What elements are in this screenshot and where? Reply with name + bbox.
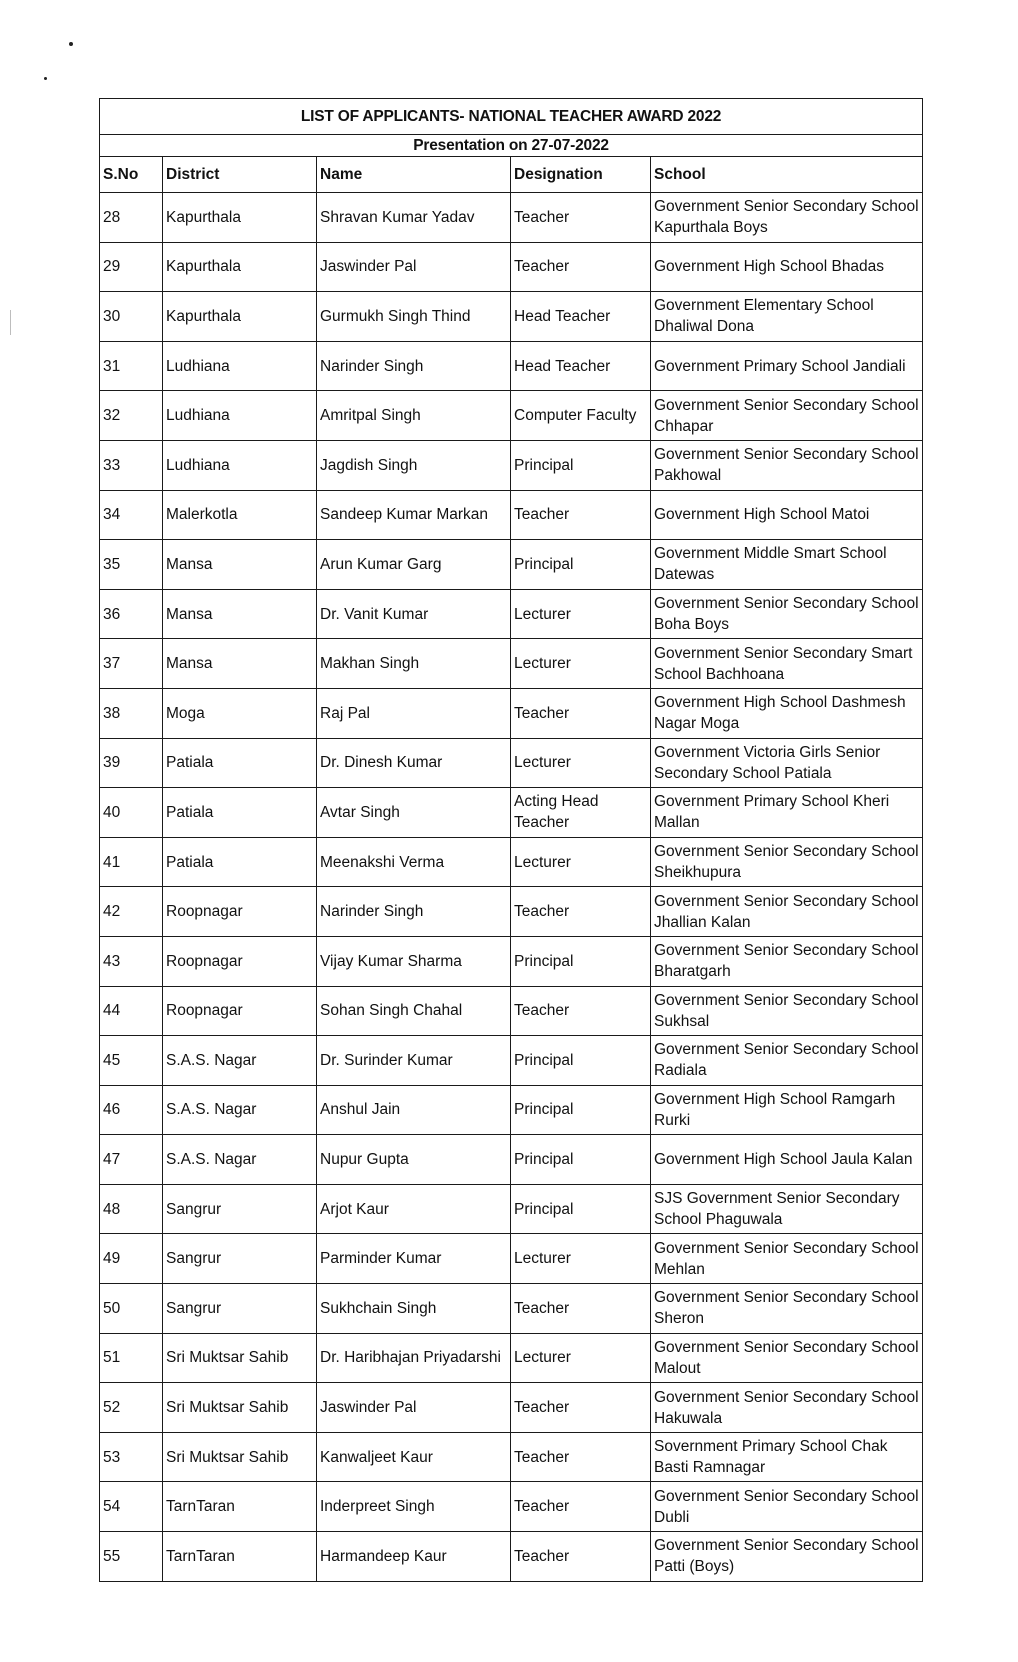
cell-district: Sangrur	[163, 1284, 317, 1334]
cell-district: Sangrur	[163, 1184, 317, 1234]
cell-sno: 43	[100, 936, 163, 986]
cell-district: Sri Muktsar Sahib	[163, 1383, 317, 1433]
table-row	[100, 639, 923, 689]
cell-sno: 53	[100, 1432, 163, 1482]
cell-school: Government Senior Secondary School Chhapar	[651, 391, 923, 441]
cell-designation: Principal	[511, 440, 651, 490]
cell-designation: Principal	[511, 1184, 651, 1234]
cell-designation: Teacher	[511, 1482, 651, 1532]
cell-district: Ludhiana	[163, 391, 317, 441]
cell-name: Kanwaljeet Kaur	[317, 1432, 511, 1482]
cell-sno: 28	[100, 193, 163, 243]
table-row	[100, 193, 923, 243]
cell-district: Roopnagar	[163, 986, 317, 1036]
table-row	[100, 440, 923, 490]
table-row	[100, 1284, 923, 1334]
cell-name: Sohan Singh Chahal	[317, 986, 511, 1036]
table-row	[100, 1036, 923, 1086]
cell-designation: Principal	[511, 1135, 651, 1185]
cell-school: Government Senior Secondary School Patti (Boys)	[651, 1532, 923, 1582]
cell-name: Dr. Surinder Kumar	[317, 1036, 511, 1086]
table-row	[100, 1482, 923, 1532]
cell-school: Government Victoria Girls Senior Secondary School Patiala	[651, 738, 923, 788]
cell-school: Government Primary School Jandiali	[651, 341, 923, 391]
cell-district: Mansa	[163, 639, 317, 689]
cell-designation: Head Teacher	[511, 341, 651, 391]
table-row	[100, 1184, 923, 1234]
cell-district: Patiala	[163, 738, 317, 788]
cell-sno: 38	[100, 688, 163, 738]
cell-name: Inderpreet Singh	[317, 1482, 511, 1532]
cell-school: Government Senior Secondary School Malout	[651, 1333, 923, 1383]
cell-school: Government Senior Secondary School Boha Boys	[651, 589, 923, 639]
cell-sno: 54	[100, 1482, 163, 1532]
cell-school: Government Senior Secondary School Dubli	[651, 1482, 923, 1532]
cell-school: Government Senior Secondary School Hakuwala	[651, 1383, 923, 1433]
cell-district: Ludhiana	[163, 341, 317, 391]
cell-district: Patiala	[163, 837, 317, 887]
column-header-district: District	[163, 157, 317, 193]
table-row	[100, 1234, 923, 1284]
cell-name: Raj Pal	[317, 688, 511, 738]
cell-sno: 46	[100, 1085, 163, 1135]
table-row	[100, 986, 923, 1036]
cell-school: Government Elementary School Dhaliwal Dona	[651, 292, 923, 342]
cell-designation: Lecturer	[511, 1234, 651, 1284]
table-row	[100, 292, 923, 342]
cell-name: Dr. Dinesh Kumar	[317, 738, 511, 788]
cell-district: Sangrur	[163, 1234, 317, 1284]
cell-designation: Lecturer	[511, 639, 651, 689]
cell-name: Shravan Kumar Yadav	[317, 193, 511, 243]
cell-sno: 47	[100, 1135, 163, 1185]
cell-school: Sovernment Primary School Chak Basti Ramnagar	[651, 1432, 923, 1482]
cell-sno: 51	[100, 1333, 163, 1383]
cell-district: TarnTaran	[163, 1482, 317, 1532]
cell-sno: 44	[100, 986, 163, 1036]
cell-school: Government Primary School Kheri Mallan	[651, 788, 923, 838]
cell-designation: Teacher	[511, 688, 651, 738]
cell-name: Sandeep Kumar Markan	[317, 490, 511, 540]
cell-designation: Teacher	[511, 1532, 651, 1582]
cell-designation: Computer Faculty	[511, 391, 651, 441]
cell-school: Government Senior Secondary School Sukhsal	[651, 986, 923, 1036]
cell-sno: 36	[100, 589, 163, 639]
cell-designation: Lecturer	[511, 738, 651, 788]
cell-school: Government High School Dashmesh Nagar Moga	[651, 688, 923, 738]
cell-sno: 55	[100, 1532, 163, 1582]
cell-school: Government Middle Smart School Datewas	[651, 540, 923, 590]
cell-district: Ludhiana	[163, 440, 317, 490]
cell-school: Government Senior Secondary School Sheikhupura	[651, 837, 923, 887]
cell-district: TarnTaran	[163, 1532, 317, 1582]
document-subtitle: Presentation on 27-07-2022	[100, 135, 923, 157]
cell-sno: 32	[100, 391, 163, 441]
cell-district: Roopnagar	[163, 936, 317, 986]
table-row	[100, 391, 923, 441]
cell-sno: 40	[100, 788, 163, 838]
table-row	[100, 540, 923, 590]
cell-school: Government Senior Secondary Smart School Bachhoana	[651, 639, 923, 689]
cell-school: Government Senior Secondary School Pakhowal	[651, 440, 923, 490]
cell-designation: Teacher	[511, 887, 651, 937]
cell-sno: 31	[100, 341, 163, 391]
cell-school: Government Senior Secondary School Radiala	[651, 1036, 923, 1086]
table-row	[100, 490, 923, 540]
cell-district: Roopnagar	[163, 887, 317, 937]
cell-sno: 52	[100, 1383, 163, 1433]
cell-sno: 35	[100, 540, 163, 590]
table-row	[100, 936, 923, 986]
cell-name: Jaswinder Pal	[317, 242, 511, 292]
cell-sno: 39	[100, 738, 163, 788]
cell-sno: 41	[100, 837, 163, 887]
cell-name: Gurmukh Singh Thind	[317, 292, 511, 342]
cell-district: Sri Muktsar Sahib	[163, 1333, 317, 1383]
cell-sno: 33	[100, 440, 163, 490]
cell-school: Government High School Bhadas	[651, 242, 923, 292]
column-header-name: Name	[317, 157, 511, 193]
cell-designation: Acting Head Teacher	[511, 788, 651, 838]
cell-district: S.A.S. Nagar	[163, 1036, 317, 1086]
cell-designation: Teacher	[511, 986, 651, 1036]
cell-district: Mansa	[163, 589, 317, 639]
cell-name: Nupur Gupta	[317, 1135, 511, 1185]
cell-sno: 29	[100, 242, 163, 292]
cell-school: Government Senior Secondary School Kapurthala Boys	[651, 193, 923, 243]
cell-district: S.A.S. Nagar	[163, 1135, 317, 1185]
column-header-school: School	[651, 157, 923, 193]
column-header-designation: Designation	[511, 157, 651, 193]
document-title: LIST OF APPLICANTS- NATIONAL TEACHER AWARD 2022	[100, 99, 923, 135]
table-row	[100, 242, 923, 292]
cell-district: Mansa	[163, 540, 317, 590]
cell-name: Dr. Vanit Kumar	[317, 589, 511, 639]
table-row	[100, 1135, 923, 1185]
cell-name: Narinder Singh	[317, 341, 511, 391]
table-row	[100, 1432, 923, 1482]
cell-designation: Teacher	[511, 242, 651, 292]
cell-designation: Principal	[511, 540, 651, 590]
table-row	[100, 1333, 923, 1383]
cell-name: Harmandeep Kaur	[317, 1532, 511, 1582]
table-row	[100, 688, 923, 738]
cell-sno: 30	[100, 292, 163, 342]
cell-name: Narinder Singh	[317, 887, 511, 937]
cell-school: Government High School Jaula Kalan	[651, 1135, 923, 1185]
cell-sno: 45	[100, 1036, 163, 1086]
cell-district: Kapurthala	[163, 292, 317, 342]
cell-school: Government High School Ramgarh Rurki	[651, 1085, 923, 1135]
cell-district: Patiala	[163, 788, 317, 838]
cell-name: Makhan Singh	[317, 639, 511, 689]
table-row	[100, 887, 923, 937]
cell-name: Dr. Haribhajan Priyadarshi	[317, 1333, 511, 1383]
cell-sno: 42	[100, 887, 163, 937]
cell-school: Government Senior Secondary School Mehlan	[651, 1234, 923, 1284]
cell-name: Jaswinder Pal	[317, 1383, 511, 1433]
cell-district: Sri Muktsar Sahib	[163, 1432, 317, 1482]
cell-name: Anshul Jain	[317, 1085, 511, 1135]
cell-designation: Principal	[511, 1085, 651, 1135]
applicants-table	[99, 98, 923, 1582]
cell-district: Moga	[163, 688, 317, 738]
column-header-sno: S.No	[100, 157, 163, 193]
cell-name: Sukhchain Singh	[317, 1284, 511, 1334]
scan-speck	[44, 77, 47, 80]
cell-name: Avtar Singh	[317, 788, 511, 838]
cell-school: Government Senior Secondary School Bharatgarh	[651, 936, 923, 986]
cell-name: Amritpal Singh	[317, 391, 511, 441]
cell-designation: Principal	[511, 1036, 651, 1086]
cell-designation: Principal	[511, 936, 651, 986]
cell-name: Parminder Kumar	[317, 1234, 511, 1284]
cell-designation: Lecturer	[511, 1333, 651, 1383]
cell-designation: Teacher	[511, 1284, 651, 1334]
cell-district: Malerkotla	[163, 490, 317, 540]
table-row	[100, 1085, 923, 1135]
cell-designation: Lecturer	[511, 837, 651, 887]
table-row	[100, 788, 923, 838]
cell-designation: Lecturer	[511, 589, 651, 639]
table-row	[100, 341, 923, 391]
scan-mark	[10, 310, 11, 335]
cell-designation: Teacher	[511, 1432, 651, 1482]
cell-name: Vijay Kumar Sharma	[317, 936, 511, 986]
cell-school: Government High School Matoi	[651, 490, 923, 540]
cell-sno: 48	[100, 1184, 163, 1234]
cell-sno: 49	[100, 1234, 163, 1284]
cell-name: Arjot Kaur	[317, 1184, 511, 1234]
table-row	[100, 837, 923, 887]
cell-district: Kapurthala	[163, 242, 317, 292]
cell-name: Jagdish Singh	[317, 440, 511, 490]
cell-designation: Head Teacher	[511, 292, 651, 342]
cell-name: Meenakshi Verma	[317, 837, 511, 887]
table-row	[100, 738, 923, 788]
column-header-row	[100, 157, 923, 193]
cell-designation: Teacher	[511, 490, 651, 540]
cell-district: Kapurthala	[163, 193, 317, 243]
cell-sno: 34	[100, 490, 163, 540]
table-row	[100, 589, 923, 639]
cell-designation: Teacher	[511, 1383, 651, 1433]
cell-sno: 50	[100, 1284, 163, 1334]
table-row	[100, 1383, 923, 1433]
cell-school: Government Senior Secondary School Jhallian Kalan	[651, 887, 923, 937]
cell-designation: Teacher	[511, 193, 651, 243]
cell-school: SJS Government Senior Secondary School Phaguwala	[651, 1184, 923, 1234]
cell-school: Government Senior Secondary School Sheron	[651, 1284, 923, 1334]
table-row	[100, 1532, 923, 1582]
cell-name: Arun Kumar Garg	[317, 540, 511, 590]
cell-district: S.A.S. Nagar	[163, 1085, 317, 1135]
cell-sno: 37	[100, 639, 163, 689]
scan-speck	[69, 42, 73, 46]
